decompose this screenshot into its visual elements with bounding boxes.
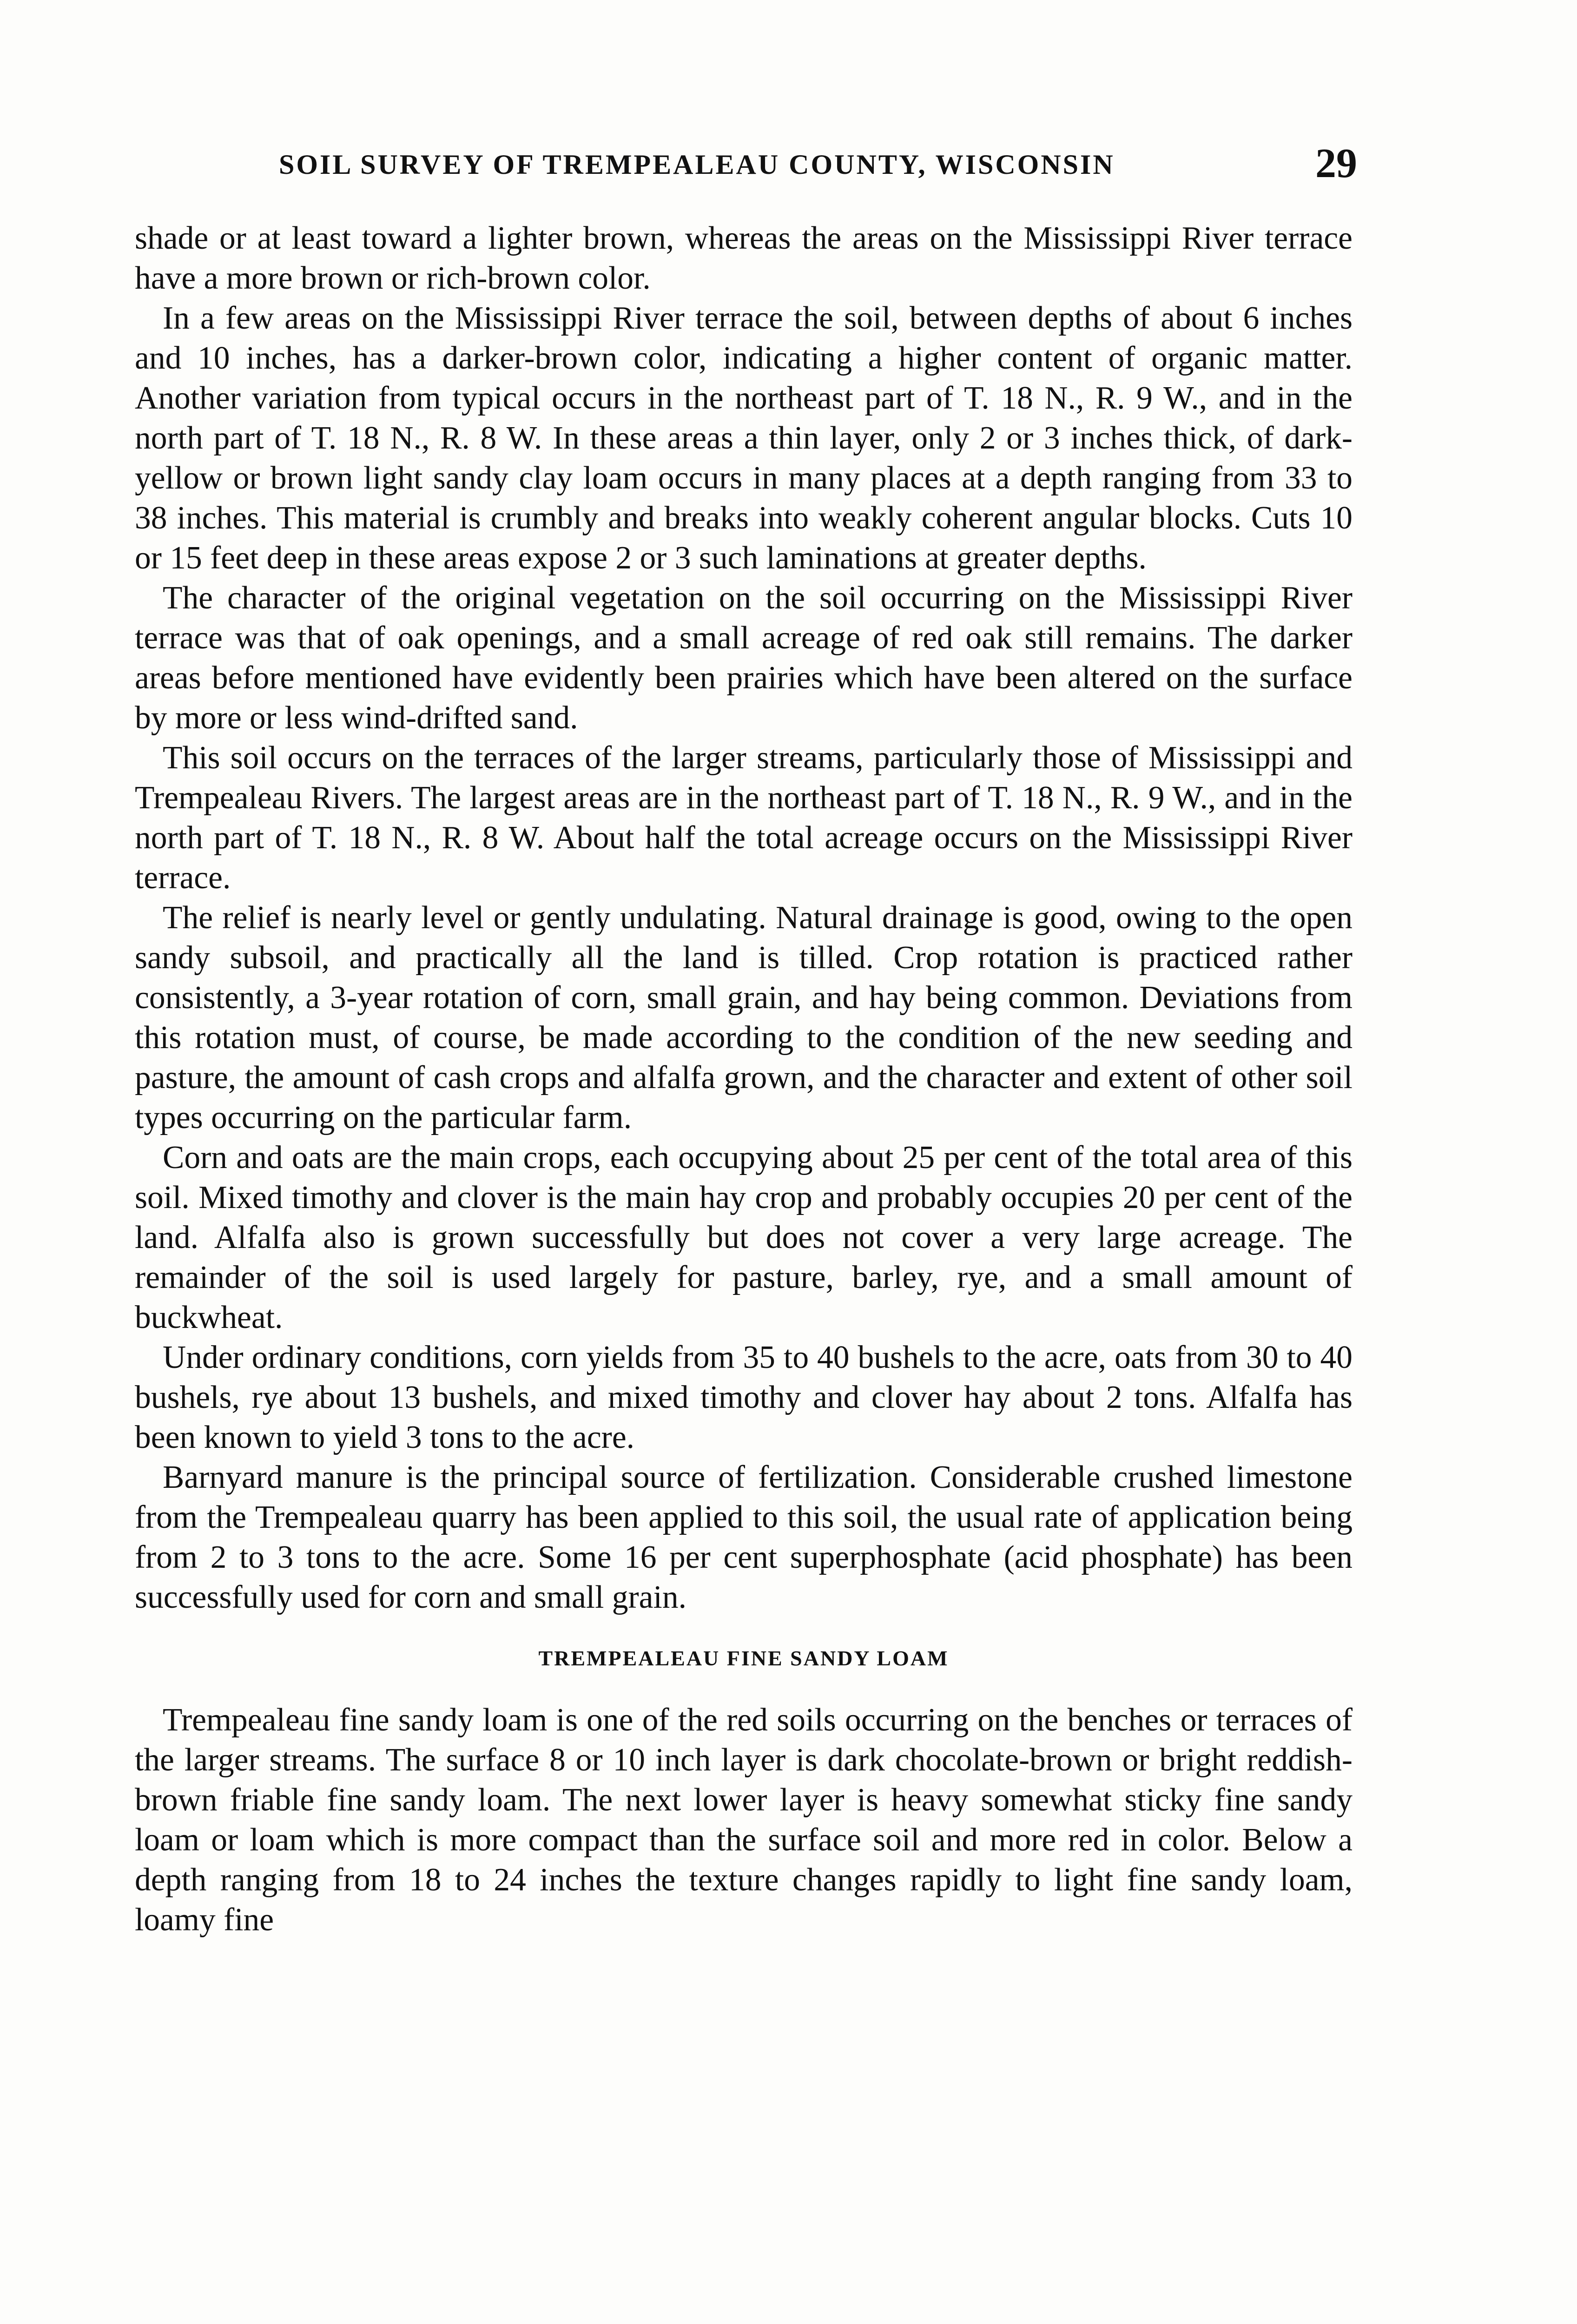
- paragraph-continued: shade or at least toward a lighter brown, whereas the areas on the Mississippi River terrace have a more brown or rich-brown color.: [135, 220, 1353, 296]
- paragraph-variation: In a few areas on the Mississippi River terrace the soil, between depths of about 6 inches and 10 inches, has a darker-brown color, indicating a higher content of organic matter. Another variation from typical occurs in the northeast part of T. 18 N., R. 9 W., and in the north part of T. 18 N., R. 8 W. In these areas a thin layer, only 2 or 3 inches thick, of dark-yellow or brown light sandy clay loam occurs in many places at a depth ranging from 33 to 38 inches. This material is crumbly and breaks into weakly coherent angular blocks. Cuts 10 or 15 feet deep in these areas expose 2 or 3 such laminations at greater depths.: [135, 300, 1353, 576]
- running-header: [135, 139, 1366, 191]
- paragraph-vegetation: The character of the original vegetation on the soil occurring on the Mississippi River terrace was that of oak openings, and a small acreage of red oak still remains. The darker areas before mentioned have evidently been prairies which have been altered on the surface by more or less wind-drifted sand.: [135, 580, 1353, 736]
- running-title: SOIL SURVEY OF TREMPEALEAU COUNTY, WISCONSIN: [279, 149, 1115, 180]
- paragraph-yields: Under ordinary conditions, corn yields from 35 to 40 bushels to the acre, oats from 30 to 40 bushels, rye about 13 bushels, and mixed timothy and clover hay about 2 tons. Alfalfa has been known to yield 3 tons to the acre.: [135, 1340, 1353, 1455]
- paragraph-occurrence: This soil occurs on the terraces of the larger streams, particularly those of Mississippi and Trempealeau Rivers. The largest areas are in the northeast part of T. 18 N., R. 9 W., and in the north part of T. 18 N., R. 8 W. About half the total acreage occurs on the Mississippi River terrace.: [135, 740, 1353, 896]
- paragraph-crops: Corn and oats are the main crops, each occupying about 25 per cent of the total area of this soil. Mixed timothy and clover is the main hay crop and probably occupies 20 per cent of the land. Alfalfa also is grown successfully but does not cover a very large acreage. The remainder of the soil is used largely for pasture, barley, rye, and a small amount of buckwheat.: [135, 1140, 1353, 1335]
- section-heading: TREMPEALEAU FINE SANDY LOAM: [538, 1646, 949, 1670]
- page-number: 29: [1315, 140, 1357, 186]
- paragraph-fine-sandy-loam: Trempealeau fine sandy loam is one of the red soils occurring on the benches or terraces of the larger streams. The surface 8 or 10 inch layer is dark chocolate-brown or bright reddish-brown friable fine sandy loam. The next lower layer is heavy somewhat sticky fine sandy loam or loam which is more compact than the surface soil and more red in color. Below a depth ranging from 18 to 24 inches the texture changes rapidly to light fine sandy loam, loamy fine: [135, 1702, 1353, 1938]
- paragraph-relief: The relief is nearly level or gently undulating. Natural drainage is good, owing to the open sandy subsoil, and practically all the land is tilled. Crop rotation is practiced rather consistently, a 3-year rotation of corn, small grain, and hay being common. Deviations from this rotation must, of course, be made according to the condition of the new seeding and pasture, the amount of cash crops and alfalfa grown, and the character and extent of other soil types occurring on the particular farm.: [135, 900, 1353, 1136]
- paragraph-fertilization: Barnyard manure is the principal source of fertilization. Considerable crushed limestone from the Trempealeau quarry has been applied to this soil, the usual rate of application being from 2 to 3 tons to the acre. Some 16 per cent superphosphate (acid phosphate) has been successfully used for corn and small grain.: [135, 1459, 1353, 1615]
- body-text: [135, 218, 1353, 1940]
